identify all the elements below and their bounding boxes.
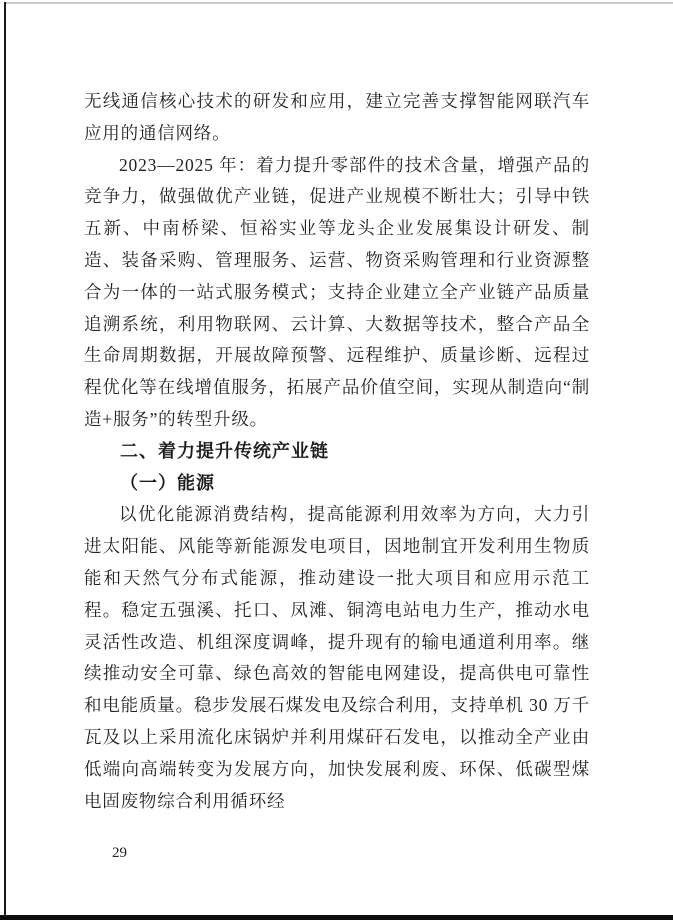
section-heading: 二、着力提升传统产业链 xyxy=(120,440,329,461)
page-edge-bottom xyxy=(0,915,673,920)
page-number: 29 xyxy=(112,845,127,861)
subsection-heading: （一）能源 xyxy=(120,472,215,493)
paragraph: 2023—2025 年：着力提升零部件的技术含量，增强产品的竞争力，做强做优产业链，促进产业规模不断壮大；引导中铁五新、中南桥梁、恒裕实业等龙头企业发展集设计研发、制造、装备采购、管理服务、运营、物资采购管理和行业资源整合为一体的一站式服务模式；支持企业建立全产业链产品质量追溯系统，利用物联网、云计算、大数据等技术，整合产品全生命周期数据，开展故障预警、远程维护、质量诊断、远程过程优化等在线增值服务，拓展产品价值空间，实现从制造向“制造+服务”的转型升级。 xyxy=(84,154,590,429)
document-body xyxy=(84,86,590,817)
page-edge-left xyxy=(4,2,6,920)
paragraph-continuation: 无线通信核心技术的研发和应用，建立完善支撑智能网联汽车应用的通信网络。 xyxy=(84,91,590,143)
page-edge-top xyxy=(4,2,673,4)
paragraph: 以优化能源消费结构，提高能源利用效率为方向，大力引进太阳能、风能等新能源发电项目，因地制宜开发利用生物质能和天然气分布式能源，推动建设一批大项目和应用示范工程。稳定五强溪、托口、凤滩、铜湾电站电力生产，推动水电灵活性改造、机组深度调峰，提升现有的输电通道利用率。继续推动安全可靠、绿色高效的智能电网建设，提高供电可靠性和电能质量。稳步发展石煤发电及综合利用，支持单机 30 万千瓦及以上采用流化床锅炉并利用煤矸石发电，以推动全产业由低端向高端转变为发展方向，加快发展利废、环保、低碳型煤电固废物综合利用循环经 xyxy=(84,504,590,811)
